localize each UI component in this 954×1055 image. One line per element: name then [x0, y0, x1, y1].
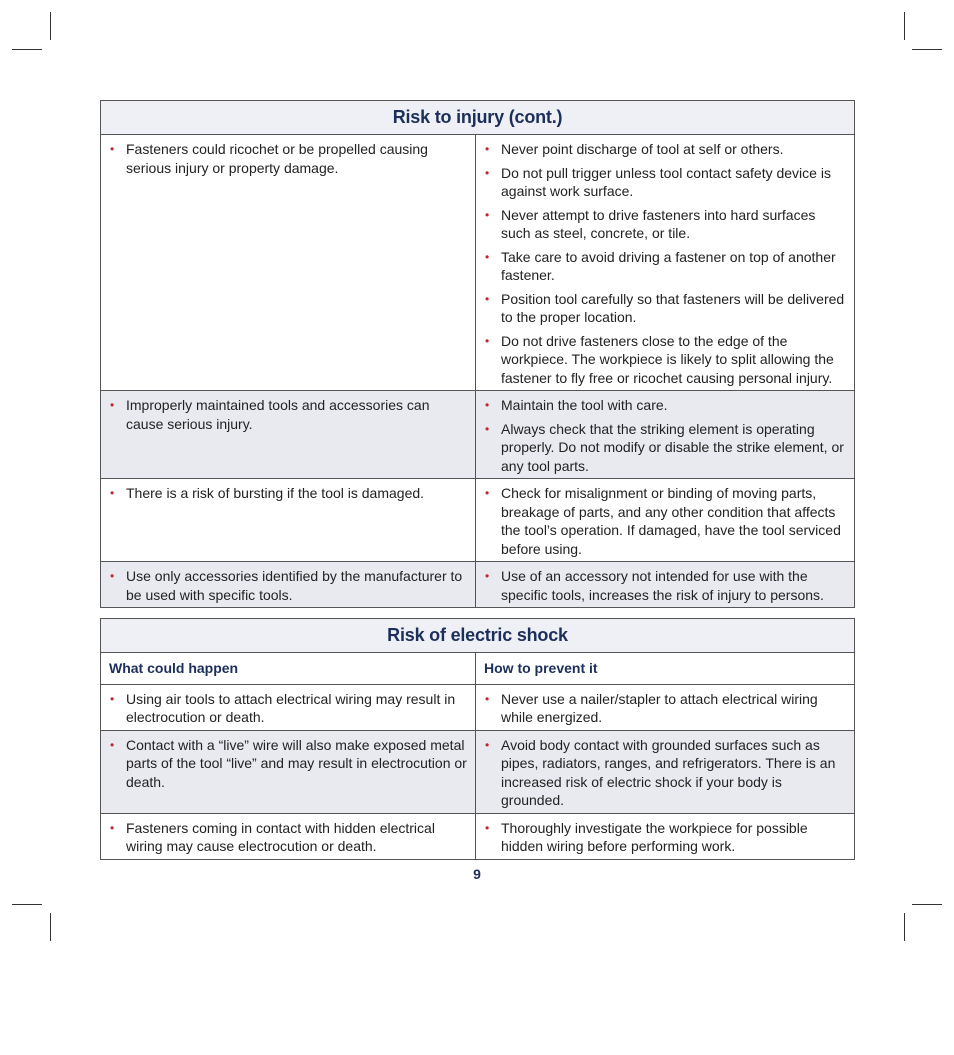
column-header-how-to-prevent: How to prevent it [476, 653, 855, 685]
list-item: • Do not pull trigger unless tool contact safety device is against work surface. [484, 164, 846, 201]
list-item: • Position tool carefully so that fasteners will be delivered to the proper location. [484, 290, 846, 327]
bullet-list [101, 814, 475, 859]
bullet-list [476, 731, 854, 813]
risk-shock-table [100, 618, 855, 860]
prevention-cell [476, 135, 855, 391]
crop-mark [912, 904, 942, 905]
list-item: • Fasteners could ricochet or be propelled causing serious injury or property damage. [109, 140, 467, 177]
bullet-list [476, 814, 854, 859]
hazard-cell [101, 391, 476, 479]
list-item: • Thoroughly investigate the workpiece for possible hidden wiring before performing work. [484, 819, 846, 856]
crop-mark [50, 12, 51, 40]
prevention-cell [476, 391, 855, 479]
list-item: • Check for misalignment or binding of moving parts, breakage of parts, and any other condition that affects the tool’s operation. If damaged, have the tool serviced before using. [484, 484, 846, 558]
crop-mark [904, 12, 905, 40]
table-row [101, 479, 855, 562]
hazard-cell [101, 135, 476, 391]
list-item: • Using air tools to attach electrical wiring may result in electrocution or death. [109, 690, 467, 727]
list-item: • Never point discharge of tool at self or others. [484, 140, 846, 159]
crop-mark [50, 913, 51, 941]
page-number: 9 [473, 866, 481, 882]
list-item: • Always check that the striking element is operating properly. Do not modify or disable the strike element, or any tool parts. [484, 420, 846, 476]
bullet-list [476, 685, 854, 730]
list-item: • Maintain the tool with care. [484, 396, 846, 415]
crop-mark [12, 904, 42, 905]
crop-mark [12, 49, 42, 50]
list-item: • Use only accessories identified by the manufacturer to be used with specific tools. [109, 567, 467, 604]
bullet-list [476, 562, 854, 607]
prevention-cell [476, 479, 855, 562]
prevention-cell [476, 684, 855, 730]
list-item: • There is a risk of bursting if the tool is damaged. [109, 484, 467, 503]
bullet-list [476, 479, 854, 561]
table-row [101, 391, 855, 479]
list-item: • Avoid body contact with grounded surfaces such as pipes, radiators, ranges, and refrigerators. There is an increased risk of electric shock if your body is grounded. [484, 736, 846, 810]
table-row [101, 684, 855, 730]
list-item: • Take care to avoid driving a fastener on top of another fastener. [484, 248, 846, 285]
bullet-list [101, 479, 475, 506]
table-row [101, 813, 855, 859]
hazard-cell [101, 684, 476, 730]
bullet-list [476, 391, 854, 478]
risk-injury-title: Risk to injury (cont.) [101, 101, 855, 135]
crop-mark [912, 49, 942, 50]
hazard-cell [101, 813, 476, 859]
list-item: • Never attempt to drive fasteners into hard surfaces such as steel, concrete, or tile. [484, 206, 846, 243]
column-header-what-could-happen: What could happen [101, 653, 476, 685]
list-item: • Fasteners coming in contact with hidden electrical wiring may cause electrocution or death. [109, 819, 467, 856]
hazard-cell [101, 479, 476, 562]
bullet-list [476, 135, 854, 390]
prevention-cell [476, 562, 855, 608]
list-item: • Improperly maintained tools and accessories can cause serious injury. [109, 396, 467, 433]
list-item: • Never use a nailer/stapler to attach electrical wiring while energized. [484, 690, 846, 727]
bullet-list [101, 562, 475, 607]
table-row [101, 730, 855, 813]
bullet-list [101, 731, 475, 795]
bullet-list [101, 685, 475, 730]
table-row [101, 135, 855, 391]
bullet-list [101, 391, 475, 436]
risk-injury-table [100, 100, 855, 608]
list-item: • Use of an accessory not intended for use with the specific tools, increases the risk of injury to persons. [484, 567, 846, 604]
prevention-cell [476, 813, 855, 859]
hazard-cell [101, 562, 476, 608]
list-item: • Do not drive fasteners close to the edge of the workpiece. The workpiece is likely to split allowing the fastener to fly free or ricochet causing personal injury. [484, 332, 846, 388]
table-row [101, 562, 855, 608]
list-item: • Contact with a “live” wire will also make exposed metal parts of the tool “live” and may result in electrocution or death. [109, 736, 467, 792]
hazard-cell [101, 730, 476, 813]
prevention-cell [476, 730, 855, 813]
crop-mark [904, 913, 905, 941]
bullet-list [101, 135, 475, 180]
risk-shock-title: Risk of electric shock [101, 619, 855, 653]
